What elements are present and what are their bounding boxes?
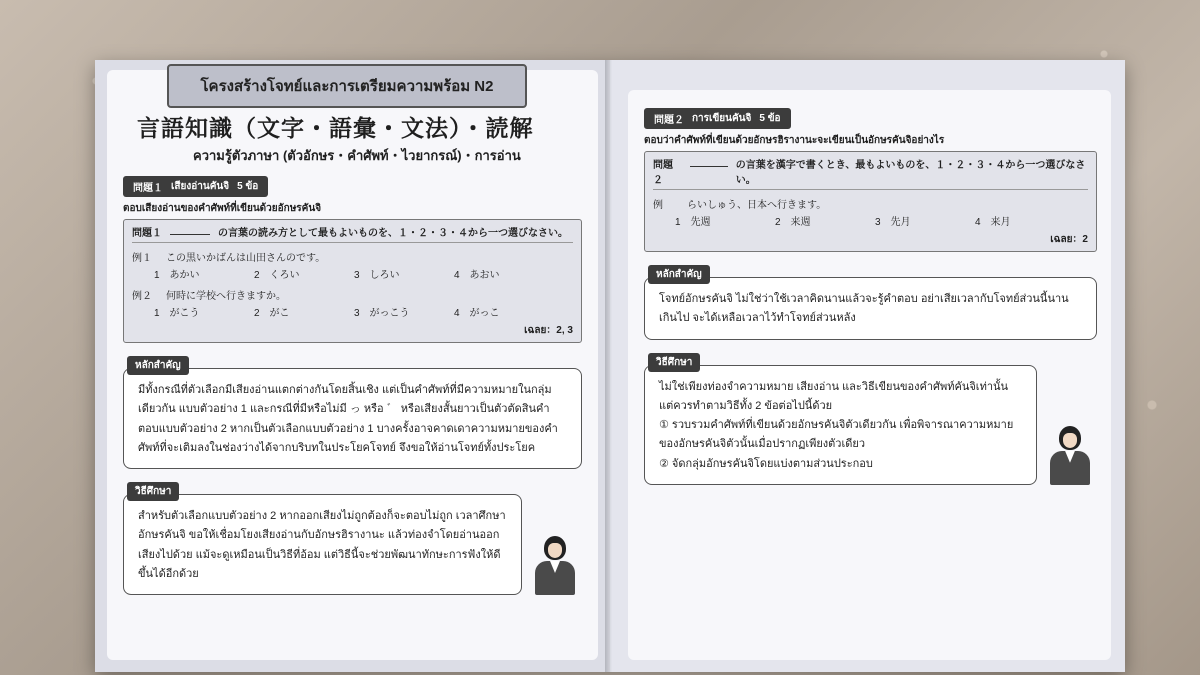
example-number: 例 <box>653 200 663 211</box>
choice: 3 がっこう <box>354 308 410 319</box>
answer-key: เฉลย：2, 3 <box>524 325 573 336</box>
example-question-box <box>644 151 1097 252</box>
question-topic: การเขียนคันจิ <box>692 113 752 124</box>
key-point-tag: หลักสำคัญ <box>648 265 710 284</box>
study-method-intro: ไม่ใช่เพียงท่องจำความหมาย เสียงอ่าน และวิธีเขียนของคำศัพท์คันจิเท่านั้น แต่ควรทำตามวิธีทั้ง 2 ข้อต่อไปนี้ด้วย <box>659 380 1009 412</box>
example-question-heading <box>653 156 1088 190</box>
example-choices <box>675 213 1088 228</box>
example-sentence: 何時に学校へ行きますか。 <box>166 291 286 302</box>
study-method-box: สำหรับตัวเลือกแบบตัวอย่าง 2 หากออกเสียงไม่ถูกต้องก็จะตอบไม่ถูก เวลาศึกษาอักษรคันจิ ขอให้เชื่อมโยงเสียงอ่านกับอักษรฮิรางานะ แล้วท่องจำโดยอ่านออกเสียงไปด้วย แม้จะดูเหมือนเป็นวิธีที่อ้อม แต่วิธีนี้จะช่วยพัฒนาทักษะการฟังให้ดีขึ้นได้อีกด้วย <box>123 494 522 595</box>
study-method-tag: วิธีศึกษา <box>648 353 700 372</box>
book-gutter-shadow <box>605 60 617 672</box>
choice: 2 くろい <box>254 270 300 281</box>
left-page-content <box>107 70 598 660</box>
example-2-choices <box>154 304 573 319</box>
study-method-row <box>644 372 1097 485</box>
choice: 1 がこう <box>154 308 200 319</box>
page-header-tab: โครงสร้างโจทย์และการเตรียมความพร้อม N2 <box>167 64 527 108</box>
example-1 <box>132 249 573 264</box>
blank-line <box>170 224 210 235</box>
example-question-text: の言葉の読み方として最もよいものを、１・２・３・４から一つ選びなさい。 <box>218 228 568 239</box>
example-sentence: らいしゅう、日本へ行きます。 <box>687 200 827 211</box>
example-2 <box>132 287 573 302</box>
right-page <box>610 60 1125 672</box>
study-method-item: ② จัดกลุ่มอักษรคันจิโดยแบ่งตามส่วนประกอบ <box>659 457 873 470</box>
question-topic: เสียงอ่านคันจิ <box>171 181 230 192</box>
question-count: 5 ข้อ <box>237 181 259 192</box>
choice: 4 あおい <box>454 270 500 281</box>
choice: 4 がっこ <box>454 308 500 319</box>
example-number: 例２ <box>132 291 152 302</box>
example <box>653 196 1088 211</box>
choice: 1 先週 <box>675 217 711 228</box>
example-question-number: 問題２ <box>653 160 673 186</box>
study-method-box <box>644 365 1037 485</box>
example-1-choices <box>154 266 573 281</box>
teacher-illustration <box>1043 426 1097 485</box>
question-label <box>123 176 268 197</box>
question-instruction: ตอบเสียงอ่านของคำศัพท์ที่เขียนด้วยอักษรคันจิ <box>123 203 322 214</box>
answer-key: เฉลย：2 <box>1050 234 1088 245</box>
example-question-text: の言葉を漢字で書くとき、最もよいものを、１・２・３・４から一つ選びなさい。 <box>735 160 1086 186</box>
key-point-tag: หลักสำคัญ <box>127 356 189 375</box>
question-count: 5 ข้อ <box>759 113 781 124</box>
choice: 3 しろい <box>354 270 400 281</box>
blank-line <box>690 156 728 167</box>
choice: 2 来週 <box>775 217 811 228</box>
teacher-illustration <box>528 536 582 595</box>
section-subtitle: ความรู้ตัวภาษา (ตัวอักษร・คำศัพท์・ไวยากรณ์)・การอ่าน <box>193 148 521 163</box>
choice: 4 来月 <box>975 217 1011 228</box>
example-sentence: この黒いかばんは山田さんのです。 <box>166 253 326 264</box>
left-page <box>95 60 610 672</box>
example-question-heading <box>132 224 573 243</box>
example-question-number: 問題１ <box>132 228 162 239</box>
question-label <box>644 108 791 129</box>
choice: 1 あかい <box>154 270 200 281</box>
study-method-tag: วิธีศึกษา <box>127 482 179 501</box>
question-instruction: ตอบว่าคำศัพท์ที่เขียนด้วยอักษรฮิรางานะจะเขียนเป็นอักษรคันจิอย่างไร <box>644 135 945 146</box>
section-title: 言語知識（文字・語彙・文法）・読解 <box>137 115 534 142</box>
open-book <box>95 60 1125 672</box>
question-number: 問題２ <box>654 115 684 126</box>
key-point-box: มีทั้งกรณีที่ตัวเลือกมีเสียงอ่านแตกต่างกันโดยสิ้นเชิง แต่เป็นคำศัพท์ที่มีความหมายในกลุ่มเดียวกัน แบบตัวอย่าง 1 และกรณีที่มีหรือไม่มี っ หรือ ゛ หรือเสียงสั้นยาวเป็นตัวตัดสินคำตอบแบบตัวอย่าง 2 หากเป็นตัวเลือกแบบตัวอย่าง 1 บางครั้งอาจคาดเดาความหมายของคำศัพท์ที่จะเติมลงในช่องว่างได้จากบริบทในประโยคโจทย์ จึงขอให้อ่านโจทย์ทั้งประโยค <box>123 368 582 469</box>
choice: 2 がこ <box>254 308 290 319</box>
example-number: 例１ <box>132 253 152 264</box>
key-point-box: โจทย์อักษรคันจิ ไม่ใช่ว่าใช้เวลาคิดนานแล้วจะรู้คำตอบ อย่าเสียเวลากับโจทย์ส่วนนี้นานเกินไป จะได้เหลือเวลาไว้ทำโจทย์ส่วนหลัง <box>644 277 1097 340</box>
study-method-row <box>123 501 582 595</box>
choice: 3 先月 <box>875 217 911 228</box>
question-number: 問題１ <box>133 183 163 194</box>
right-page-content <box>628 90 1111 660</box>
study-method-item: ① รวบรวมคำศัพท์ที่เขียนด้วยอักษรคันจิตัวเดียวกัน เพื่อพิจารณาความหมายของอักษรคันจิตัวนั้นเมื่อปรากฏเพียงตัวเดียว <box>659 419 1014 451</box>
example-question-box <box>123 219 582 343</box>
